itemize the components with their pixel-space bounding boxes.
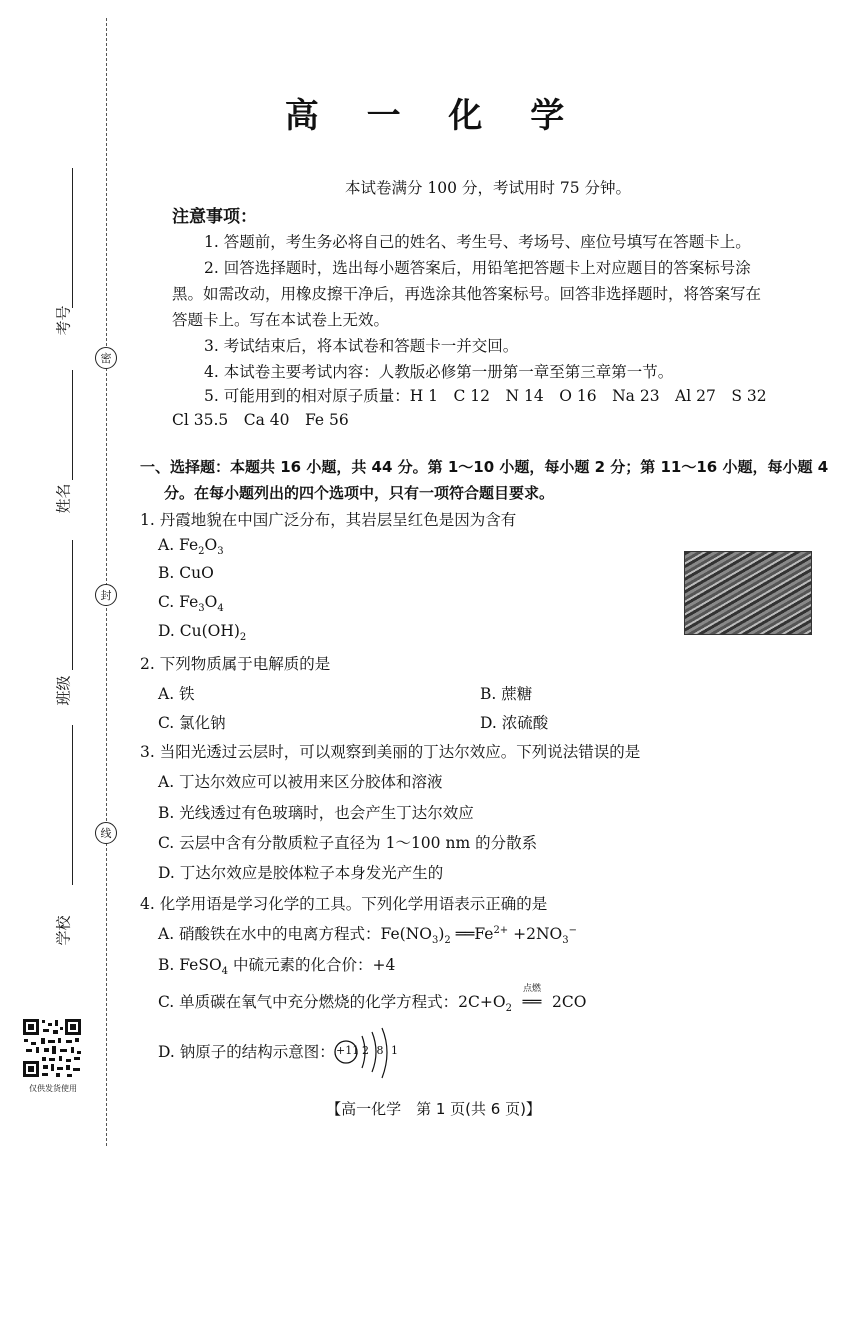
q4-c-condition: 点燃 [522, 984, 541, 994]
qr-caption: 仅供发货使用 [29, 1084, 77, 1093]
side-label-banji: 班级 [54, 675, 73, 706]
danxia-landform-photo [684, 551, 812, 635]
q3-stem: 3. 当阳光透过云层时，可以观察到美丽的丁达尔效应。下列说法错误的是 [140, 743, 641, 761]
q3-option-c: C. 云层中含有分散质粒子直径为 1～100 nm 的分散系 [158, 834, 538, 852]
q2-option-d: D. 浓硫酸 [480, 714, 549, 732]
notice-item-5: 5. 可能用到的相对原子质量：H 1 C 12 N 14 O 16 Na 23 Al 27 S 32 [204, 387, 767, 405]
exam-intro: 本试卷满分 100 分，考试用时 75 分钟。 [345, 179, 632, 197]
q2-option-c: C. 氯化钠 [158, 714, 226, 732]
q1-option-d: D. $Cu(OH)_2$ [158, 622, 247, 644]
xuexiao-line [72, 725, 73, 885]
qr-code [22, 1018, 82, 1078]
notice-item-2-cont2: 答题卡上。写在本试卷上无效。 [172, 311, 390, 329]
side-label-xingming: 姓名 [54, 483, 73, 514]
seal-xian: 线 [95, 822, 117, 844]
section-heading-line2: 分。在每小题列出的四个选项中，只有一项符合题目要求。 [164, 484, 555, 502]
seal-feng: 封 [95, 584, 117, 606]
q3-option-a: A. 丁达尔效应可以被用来区分胶体和溶液 [158, 773, 443, 791]
q4-option-b: B. FeSO$_4$ 中硫元素的化合价：+4 [158, 956, 396, 978]
notice-item-2-cont: 黑。如需改动，用橡皮擦干净后，再选涂其他答案标号。回答非选择题时，将答案写在 [172, 285, 762, 303]
sodium-nucleus-label: +11 [336, 1044, 360, 1057]
q3-option-b: B. 光线透过有色玻璃时，也会产生丁达尔效应 [158, 804, 474, 822]
q1-option-c: C. $Fe_3O_4$ [158, 593, 224, 615]
q1-option-b: B. CuO [158, 564, 214, 582]
q2-option-b: B. 蔗糖 [480, 685, 533, 703]
notice-item-1: 1. 答题前，考生务必将自己的姓名、考生号、考场号、座位号填写在答题卡上。 [204, 233, 751, 251]
seal-mi: 密 [95, 347, 117, 369]
section-heading-line1: 一、选择题：本题共 16 小题，共 44 分。第 1～10 小题，每小题 2 分；第 11～16 小题，每小题 4 [140, 458, 829, 476]
notice-item-4: 4. 本试卷主要考试内容：人教版必修第一册第一章至第三章第一节。 [204, 363, 674, 381]
side-label-kaohao: 考号 [54, 305, 73, 336]
binding-dashed-line [106, 18, 107, 1146]
notice-heading: 注意事项： [172, 207, 257, 227]
banji-line [72, 540, 73, 670]
sodium-atom-diagram [332, 1026, 402, 1082]
page-title: 高 一 化 学 [284, 96, 583, 136]
q2-stem: 2. 下列物质属于电解质的是 [140, 655, 331, 673]
notice-item-3: 3. 考试结束后，将本试卷和答题卡一并交回。 [204, 337, 519, 355]
q1-option-a: A. $Fe_2O_3$ [158, 536, 224, 558]
q4-option-d: D. 钠原子的结构示意图： [158, 1043, 335, 1061]
sodium-shell-electrons: 2 8 1 [362, 1044, 400, 1057]
q1-stem: 1. 丹霞地貌在中国广泛分布，其岩层呈红色是因为含有 [140, 511, 517, 529]
q4-stem: 4. 化学用语是学习化学的工具。下列化学用语表示正确的是 [140, 895, 548, 913]
page-footer: 【高一化学 第 1 页(共 6 页)】 [326, 1100, 541, 1118]
q2-option-a: A. 铁 [158, 685, 195, 703]
notice-item-5-cont: Cl 35.5 Ca 40 Fe 56 [172, 411, 349, 429]
side-label-xuexiao: 学校 [54, 915, 73, 946]
notice-item-2: 2. 回答选择题时，选出每小题答案后，用铅笔把答题卡上对应题目的答案标号涂 [204, 259, 751, 277]
q4-option-a: A. 硝酸铁在水中的电离方程式：$Fe(NO_3)_2$ $══Fe^{2+} +2NO_3^-$ [158, 924, 577, 947]
kaohao-line [72, 168, 73, 308]
q4-option-c: C. 单质碳在氧气中充分燃烧的化学方程式：$2C+O_2$ 点燃 ══ 2CO [158, 990, 586, 1014]
xingming-line [72, 370, 73, 480]
q3-option-d: D. 丁达尔效应是胶体粒子本身发光产生的 [158, 864, 444, 882]
